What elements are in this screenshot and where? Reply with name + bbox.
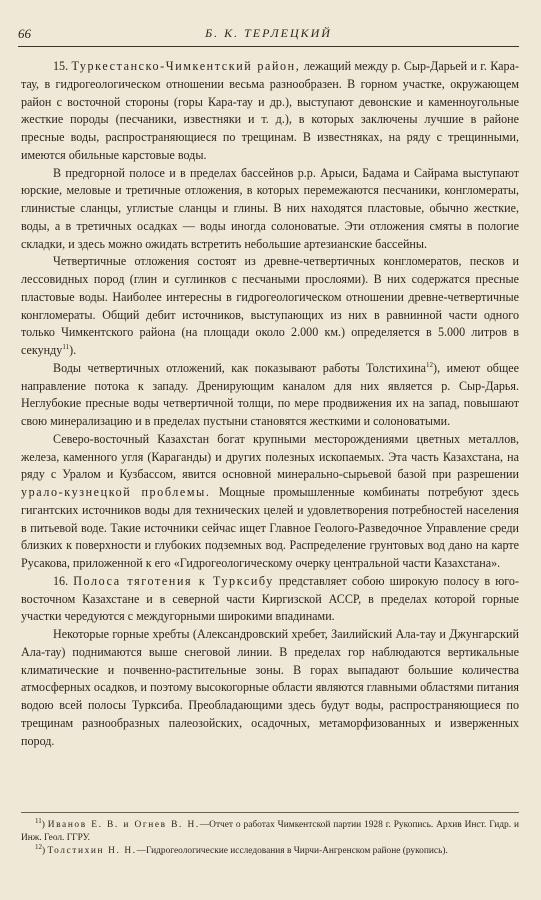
body-text (21, 58, 519, 750)
paragraph-text: Мощные промышленные комбинаты потребуют здесь гигантских источников воды для технических целей и удовлетворения потребностей населения в питьевой воде. Такие источники сейчас ищет Главное Геолого-Разведочное Управление среди близких к поверхности и глубоких подземных вод. Распределение грунтовых вод дано на карте Русакова, приложенной к его «Гидрогеологическому очерку центральной части Казахстана». (21, 485, 519, 570)
paragraph-text: В предгорной полосе и в пределах бассейнов р.р. Арыси, Бадама и Сайрама выступают юрские, меловые и третичные отложения, в которых перемежаются песчаники, конгломераты, глинистые сланцы, углистые сланцы и глины. В них находятся пластовые, обычно жесткие, воды, а в третичных осадках — воды иногда солоноватые. Эти отложения смяты в пологие складки, и здесь можно ожидать встретить небольшие артезианские бассейны. (21, 165, 519, 251)
paragraph-text: Четвертичные отложения состоят из древне-четвертичных конгломератов, песков и лессовидных пород (глин и суглинков с песчаными прослоями). В них содержатся пресные пластовые воды. Наиболее интересны в гидрогеологическом отношении древне-четвертичные конгломераты. Общий дебит источников, выступающих из них в равнинной части одного только Чимкентского района (на площади около 2.000 км.) определяется в 5.000 литров в секунду (21, 254, 519, 357)
paragraph (21, 360, 519, 431)
footnote-mark: 11 (35, 816, 42, 825)
paragraph-text: Некоторые горные хребты (Александровский хребет, Заилийский Ала-тау и Джунгарский Ала-тау) поднимаются выше снеговой линии. В пределах гор наблюдаются вертикальные климатические и почвенно-растительные зоны. В горах выпадают большие количества атмосферных осадков, и поэтому высокогорные области являются главными областями питания водою всей полосы Турксиба. Преобладающими здесь будут воды, распространяющиеся по трещинам разнообразных палеозойских, осадочных, метаморфизованных и изверженных пород. (21, 627, 519, 748)
footnote-ref: 12 (426, 360, 434, 369)
paragraph (21, 431, 519, 573)
footnote-author: Иванов Е. В. и Огнев В. Н. (47, 820, 200, 830)
footnote: $^{12}$) Толстихин Н. Н.—Гидрогеологические исследования в Чирчи-Ангренском районе (рукопись). (35, 842, 448, 856)
footnotes (21, 812, 519, 858)
page-header (18, 22, 519, 47)
paragraph-text: ). (69, 343, 77, 357)
paragraph-text: Воды четвертичных отложений, как показывают работы Толстихина (53, 360, 427, 375)
paragraph (21, 165, 519, 254)
footnote-ref: 11 (62, 342, 70, 351)
paragraph-text: Северо-восточный Казахстан богат крупными месторождениями цветных металлов, железа, каменного угля (Караганды) и других полезных ископаемых. Эта часть Казахстана, на ряду с Уралом и Кузбассом, явится основной минерально-сырьевой базой при разрешении (21, 431, 519, 482)
footnote-text: —Отчет о работах Чимкентской партии 1928 г. Рукопись. Архив Инст. Гидр. и Инж. Геол. ГГРУ. (21, 820, 519, 843)
footnote: $^{11}$) Иванов Е. В. и Огнев В. Н.—Отчет о работах Чимкентской партии 1928 г. Рукопись. Архив Инст. Гидр. и Инж. Геол. ГГРУ. (21, 816, 519, 843)
paragraph-text: представляет собою широкую полосу в юго-восточном Казахстане и в северной части Киргизской АССР, в пределах которой горные участки чередуются с междугорными широкими впадинами. (21, 573, 519, 624)
section-heading: Полоса тяготения к Турксибу (73, 573, 274, 588)
running-head: Б. К. ТЕРЛЕЦКИЙ (205, 26, 332, 40)
section-heading: Туркестанско-Чимкентский район, (71, 59, 301, 73)
paragraph-text: ), имеют общее направление потока к западу. Дренирующим каналом для них является р. Сыр-Дарья. Неглубокие пресные воды четвертичной толщи, по мере продвижения их на запад, повышают свою минерализацию и в пределах пустыни становятся жесткими и солоноватыми. (21, 360, 519, 428)
paragraph (21, 626, 519, 750)
page-number: 66 (18, 26, 31, 41)
section-number: 16. (53, 573, 69, 588)
paragraph (21, 253, 519, 360)
footnote-mark: 12 (35, 842, 42, 851)
paragraph-text: лежащий между р. Сыр-Дарьей и г. Кара-тау, в гидрогеологическом отношении весьма разнообразен. В горном участке, окружающем район с восточной стороны (горы Кара-тау и др.), выступают девонские и каменноугольные жесткие породы (песчаники, известняки и т. д.), в которых заключены лучшие в районе пресные воды, распространяющиеся по трещинам. В известняках, на ряду с трещинными, имеются обильные карстовые воды. (21, 59, 519, 162)
section-number: 15. (53, 59, 69, 73)
footnote-author: Толстихин Н. Н. (47, 846, 137, 856)
spaced-emphasis: урало-кузнецкой проблемы. (21, 485, 211, 499)
paragraph (21, 58, 519, 165)
paragraph (21, 573, 519, 626)
footnote-text: —Гидрогеологические исследования в Чирчи-Ангренском районе (рукопись). (136, 846, 448, 856)
